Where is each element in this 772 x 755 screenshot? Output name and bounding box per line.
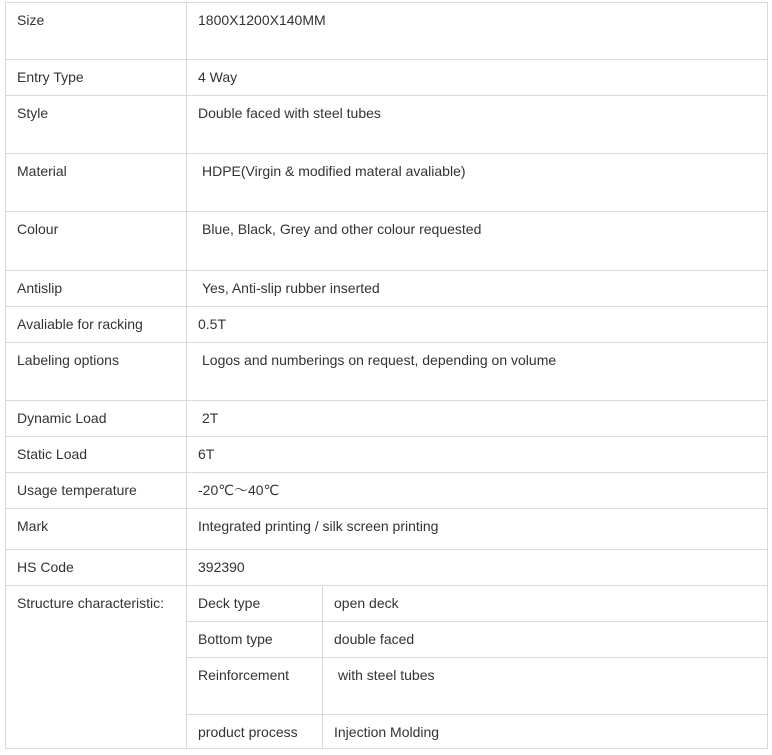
spec-row-material bbox=[6, 154, 768, 212]
spec-row-hs-code bbox=[6, 550, 768, 586]
spec-label: Entry Type bbox=[6, 60, 187, 96]
spec-value: 392390 bbox=[187, 550, 768, 586]
spec-label: Colour bbox=[6, 212, 187, 271]
spec-table bbox=[5, 2, 768, 749]
spec-label: Size bbox=[6, 3, 187, 60]
spec-value: HDPE(Virgin & modified materal avaliable) bbox=[187, 154, 768, 212]
spec-row-mark bbox=[6, 509, 768, 550]
spec-label: HS Code bbox=[6, 550, 187, 586]
spec-value: Double faced with steel tubes bbox=[187, 96, 768, 154]
spec-label: Style bbox=[6, 96, 187, 154]
spec-value: Integrated printing / silk screen printing bbox=[187, 509, 768, 550]
spec-label: Labeling options bbox=[6, 343, 187, 401]
structure-item-value: double faced bbox=[323, 622, 768, 658]
spec-value: 1800X1200X140MM bbox=[187, 3, 768, 60]
spec-value: 0.5T bbox=[187, 307, 768, 343]
structure-item-value: Injection Molding bbox=[323, 715, 768, 749]
spec-row-style bbox=[6, 96, 768, 154]
spec-row-racking bbox=[6, 307, 768, 343]
spec-value: 4 Way bbox=[187, 60, 768, 96]
spec-label: Antislip bbox=[6, 271, 187, 307]
spec-value: Blue, Black, Grey and other colour requested bbox=[187, 212, 768, 271]
spec-row-static-load bbox=[6, 437, 768, 473]
spec-value: Logos and numberings on request, depending on volume bbox=[187, 343, 768, 401]
structure-label: Structure characteristic: bbox=[6, 586, 187, 749]
spec-label: Avaliable for racking bbox=[6, 307, 187, 343]
spec-row-labeling bbox=[6, 343, 768, 401]
spec-value: 6T bbox=[187, 437, 768, 473]
structure-row-deck-type bbox=[6, 586, 768, 622]
structure-item-name: product process bbox=[187, 715, 323, 749]
spec-label: Static Load bbox=[6, 437, 187, 473]
structure-item-value: open deck bbox=[323, 586, 768, 622]
spec-row-temperature bbox=[6, 473, 768, 509]
spec-label: Usage temperature bbox=[6, 473, 187, 509]
spec-label: Dynamic Load bbox=[6, 401, 187, 437]
structure-item-value: with steel tubes bbox=[323, 658, 768, 715]
structure-item-name: Reinforcement bbox=[187, 658, 323, 715]
spec-label: Mark bbox=[6, 509, 187, 550]
spec-row-antislip bbox=[6, 271, 768, 307]
structure-item-name: Bottom type bbox=[187, 622, 323, 658]
spec-value: -20℃～40℃ bbox=[187, 473, 768, 509]
spec-value: Yes, Anti-slip rubber inserted bbox=[187, 271, 768, 307]
spec-row-colour bbox=[6, 212, 768, 271]
structure-item-name: Deck type bbox=[187, 586, 323, 622]
spec-row-dynamic-load bbox=[6, 401, 768, 437]
spec-value: 2T bbox=[187, 401, 768, 437]
spec-label: Material bbox=[6, 154, 187, 212]
spec-row-entry-type bbox=[6, 60, 768, 96]
spec-row-size bbox=[6, 3, 768, 60]
